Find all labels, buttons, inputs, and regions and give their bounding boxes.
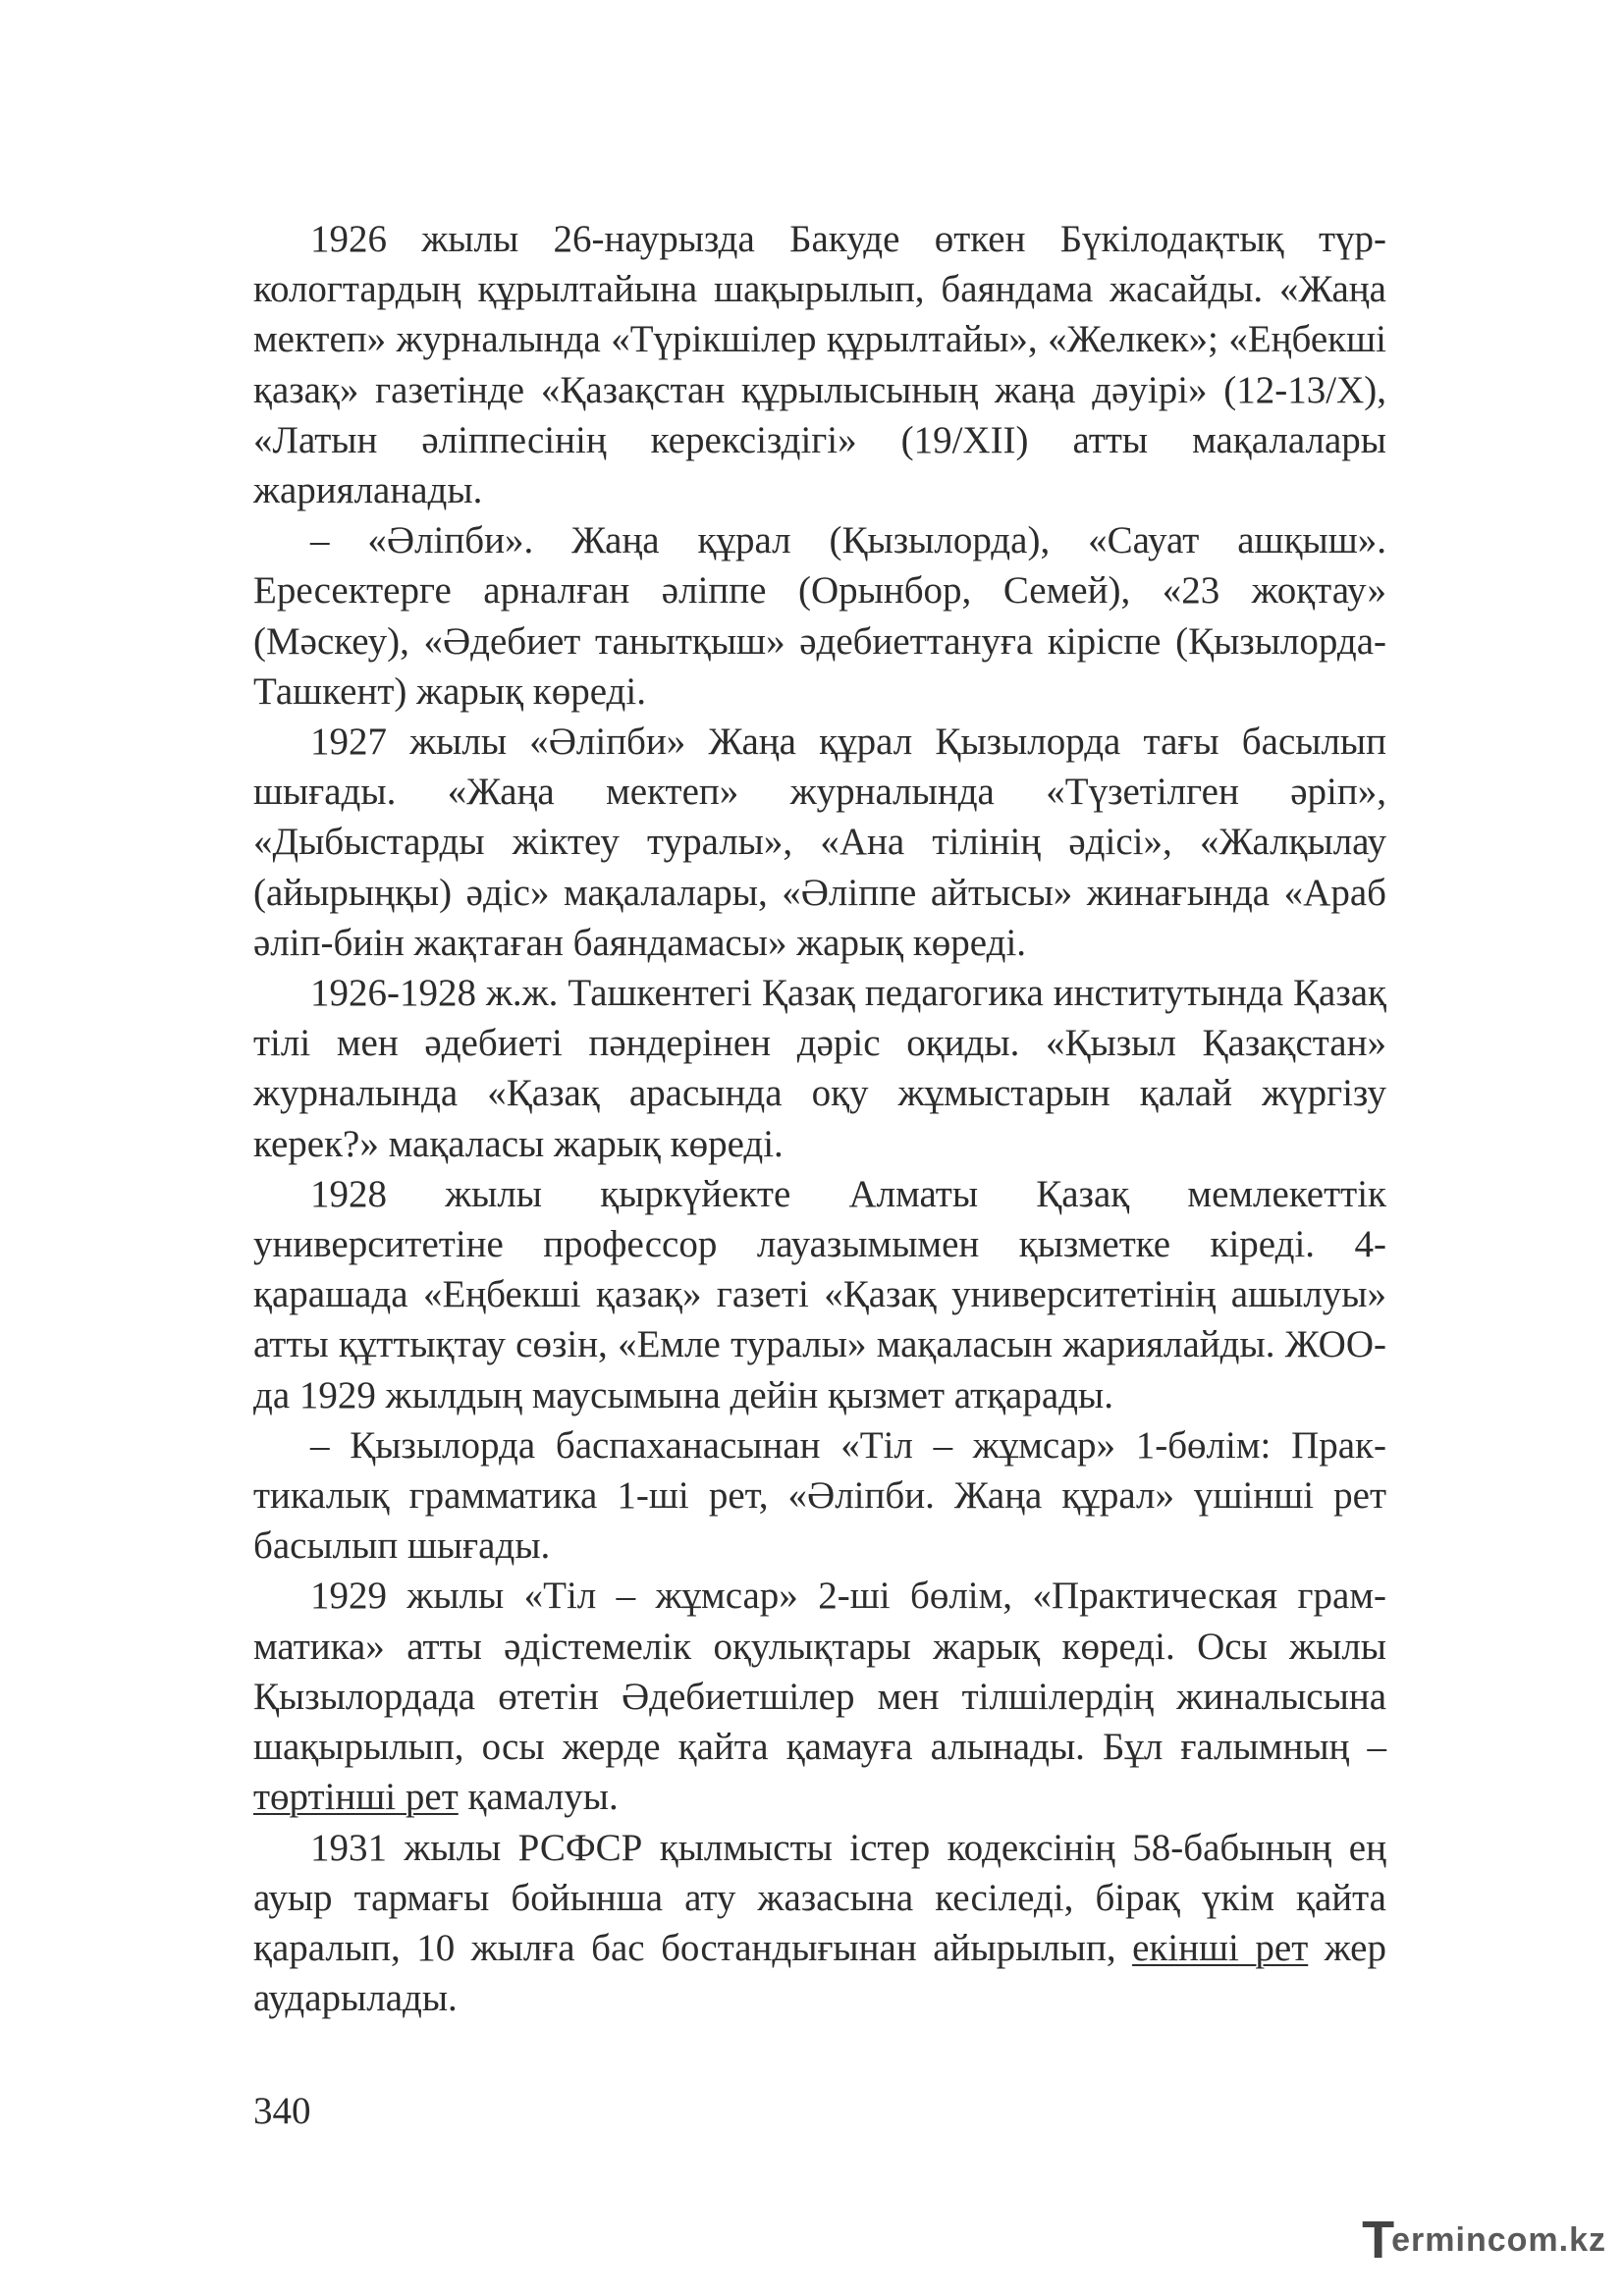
paragraph-1926-1928: 1926-1928 ж.ж. Ташкентегі Қазақ педагогика институтында Қазақ тілі мен әдебиеті пәндерінен дәріс оқиды. «Қызыл Қазақстан» журналында «Қазақ арасында оқу жұмыстарын қалай жүргізу керек?» мақаласы жарық көреді. (253, 972, 1386, 1165)
paragraph-1931 (253, 1823, 1386, 2024)
page-number: 340 (253, 2090, 311, 2132)
paragraph-1929-end: қамалуы. (458, 1776, 619, 1819)
watermark-text: ermincom.kz (1391, 2220, 1606, 2259)
paragraph-1927: 1927 жылы «Әліпби» Жаңа құрал Қызылорда тағы басылып шығады. «Жаңа мектеп» журналында «Түзетілген әріп», «Дыбыстарды жіктеу туралы», «Ана тілінің әдісі», «Жалқылау (айырыңқы) әдіс» мақалалары, «Әліппе айтысы» жинағында «Араб әліп-биін жақтаған баяндамасы» жарық көреді. (253, 721, 1386, 964)
paragraph-kyzylorda: – Қызылорда баспаханасынан «Тіл – жұмсар» 1-бөлім: Практикалық грамматика 1-ші рет, «Әліпби. Жаңа құрал» үшінші рет басылып шығады. (253, 1423, 1386, 1568)
paragraph-1928: 1928 жылы қыркүйекте Алматы Қазақ мемлекеттік университетіне профессор лауазымымен қызметке кіреді. 4-қарашада «Еңбекші қазақ» газеті «Қазақ университетінің ашылуы» атты құттықтау сөзін, «Емле туралы» мақаласын жариялайды. ЖОО-да 1929 жылдың маусымына дейін қызмет атқарады. (253, 1172, 1386, 1416)
paragraph-1931-text: 1931 жылы РСФСР қылмысты істер кодексінің 58-бабының ең ауыр тармағы бойынша ату жазасына кесіледі, бірақ үкім қайта қаралып, 10 жылға бас бостандығынан айырылып, (253, 1826, 1386, 1969)
watermark-first-letter: T (1362, 2211, 1396, 2269)
paragraph-alipbi: – «Әліпби». Жаңа құрал (Қызылорда), «Сауат ашқыш». Ересектерге арналған әліппе (Орынбор, Семей), «23 жоқтау» (Мәскеу), «Әдебиет танытқыш» әдебиеттануға кіріспе (Қызылорда-Ташкент) жарық көреді. (253, 519, 1386, 713)
underlined-second-time: екінші рет (1132, 1926, 1309, 1969)
underlined-fourth-time: төртінші рет (253, 1776, 459, 1819)
paragraph-1926: 1926 жылы 26-наурызда Бакуде өткен Бүкілодақтық түркологтардың құрылтайына шақырылып, баяндама жасайды. «Жаңа мектеп» журналында «Түрікшілер құрылтайы», «Желкек»; «Еңбекші қазақ» газетінде «Қазақстан құрылысының жаңа дәуірі» (12-13/Х), «Латын әліппесінің керексіздігі» (19/ХІІ) атты мақалалары жарияланады. (253, 218, 1386, 512)
watermark-logo (1362, 2210, 1606, 2270)
body-text (253, 214, 1386, 2023)
paragraph-1929 (253, 1571, 1386, 1822)
paragraph-1931-end: жер аударылады. (253, 1926, 1386, 2020)
paragraph-1929-text: 1929 жылы «Тіл – жұмсар» 2-ші бөлім, «Практическая грамматика» атты әдістемелік оқулықтары жарық көреді. Осы жылы Қызылордада өтетін Әдебиетшілер мен тілшілердің жиналысына шақырылып, осы жерде қайта қамауға алынады. Бұл ғалымның – (253, 1575, 1386, 1769)
